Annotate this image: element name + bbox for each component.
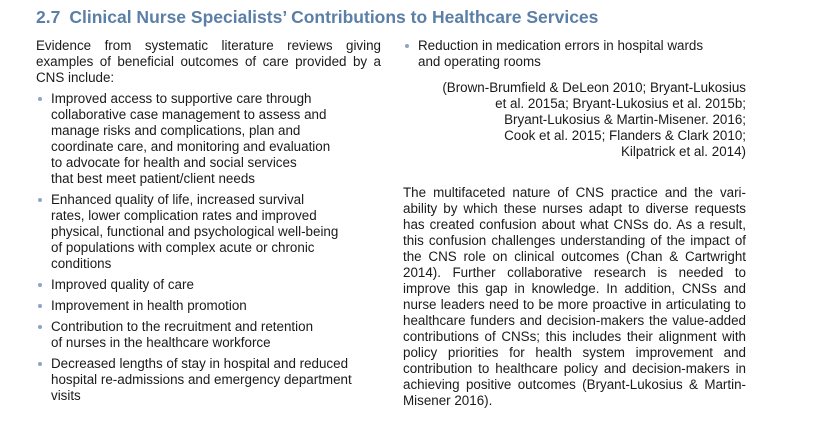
reference-line: Cook et al. 2015; Flanders & Clark 2010; — [504, 128, 746, 143]
list-item-line: collaborative case management to assess and — [51, 107, 327, 122]
list-item-line: Decreased lengths of stay in hospital and reduced — [51, 356, 349, 371]
references — [403, 80, 746, 160]
list-item-line: Improved access to supportive care through — [51, 91, 312, 106]
reference-line: (Brown-Brumfield & DeLeon 2010; Bryant-Lukosius — [442, 80, 746, 95]
reference-line: Bryant-Lukosius & Martin-Misener. 2016; — [504, 112, 746, 127]
list-item-line: conditions — [51, 256, 112, 271]
list-item-line: physical, functional and psychological well-being — [51, 224, 339, 239]
section-heading — [36, 7, 598, 27]
list-item-line: of populations with complex acute or chronic — [51, 240, 315, 255]
list-item — [36, 319, 381, 351]
reference-line: Kilpatrick et al. 2014) — [620, 144, 746, 159]
list-item-line: Improvement in health promotion — [51, 298, 247, 313]
list-item — [36, 91, 381, 187]
list-item — [36, 298, 381, 314]
list-item-line: to advocate for health and social services — [51, 155, 297, 170]
list-item-line: and operating rooms — [418, 54, 541, 69]
list-item-line: hospital re-admissions and emergency department — [51, 372, 352, 387]
list-item-line: visits — [51, 388, 81, 403]
intro-paragraph: Evidence from systematic literature reviews giving examples of beneficial outcomes of care provided by a CNS include: — [36, 38, 381, 85]
list-item-line: Reduction in medication errors in hospital wards — [418, 38, 704, 53]
list-item-line: Improved quality of care — [51, 277, 194, 292]
reference-line: et al. 2015a; Bryant-Lukosius et al. 2015b; — [495, 96, 746, 111]
list-item-line: coordinate care, and monitoring and evaluation — [51, 139, 331, 154]
section-number: 2.7 — [36, 7, 61, 27]
outcomes-list-continued — [403, 38, 746, 70]
list-item — [36, 277, 381, 293]
list-item-line: Enhanced quality of life, increased survival — [51, 192, 305, 207]
left-column — [36, 38, 381, 404]
list-item-line: of nurses in the healthcare workforce — [51, 335, 271, 350]
body-paragraph: The multifaceted nature of CNS practice and the vari-ability by which these nurses adapt to diverse requests has created confusion about what CNSs do. As a result, this confusion challenges understanding of the impact of the CNS role on clinical outcomes (Chan & Cartwright 2014). Further collaborative research is needed to improve this gap in knowledge. In addition, CNSs and nurse leaders need to be more proactive in articulating to healthcare funders and decision-makers the value-added contributions of CNSs; this includes their alignment with policy priorities for health system improvement and contribution to healthcare policy and decision-makers in achieving positive outcomes (Bryant-Lukosius & Martin-Misener 2016). — [403, 185, 746, 408]
list-item — [403, 38, 746, 70]
list-item-line: that best meet patient/client needs — [51, 171, 255, 186]
right-column — [403, 38, 746, 409]
list-item-line: Contribution to the recruitment and retention — [51, 319, 314, 334]
section-title: Clinical Nurse Specialists’ Contributions to Healthcare Services — [69, 7, 599, 27]
list-item — [36, 192, 381, 272]
list-item-line: rates, lower complication rates and improved — [51, 208, 317, 223]
list-item-line: manage risks and complications, plan and — [51, 123, 301, 138]
list-item — [36, 356, 381, 404]
outcomes-list — [36, 91, 381, 404]
